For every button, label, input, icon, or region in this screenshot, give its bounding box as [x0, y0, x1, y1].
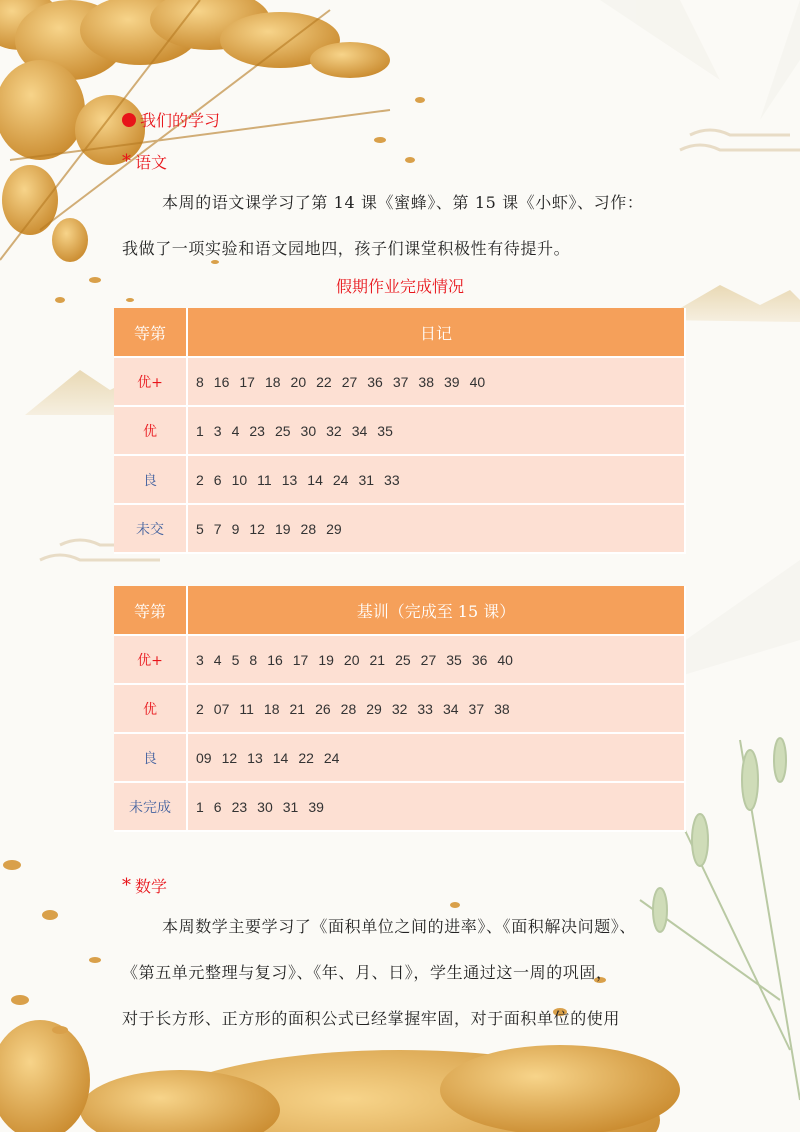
student-number: 5 — [196, 520, 204, 537]
student-numbers — [187, 406, 685, 455]
student-number: 20 — [343, 651, 360, 668]
section-math — [122, 874, 167, 897]
student-number: 22 — [298, 749, 314, 766]
table-row — [114, 455, 685, 504]
student-number: 7 — [213, 520, 222, 537]
student-number: 38 — [418, 373, 434, 390]
table-row — [114, 357, 685, 406]
grade-level: 良 — [114, 733, 187, 782]
table-row — [114, 635, 685, 684]
student-number: 33 — [384, 471, 400, 488]
math-paragraph-line-1: 本周数学主要学习了《面积单位之间的进率》、《面积解决问题》、 — [162, 917, 637, 936]
student-number: 1 — [196, 798, 204, 815]
table-caption: 假期作业完成情况 — [335, 277, 464, 296]
student-number: 39 — [444, 373, 460, 390]
asterisk-icon: * — [122, 875, 131, 896]
student-number: 09 — [196, 749, 212, 766]
student-number: 1 — [196, 422, 204, 439]
student-number: 21 — [289, 700, 306, 717]
student-number: 26 — [315, 700, 331, 717]
diary-table-header-diary: 日记 — [187, 308, 685, 357]
student-number: 28 — [340, 700, 357, 717]
student-number: 22 — [316, 373, 332, 390]
asterisk-icon: * — [122, 151, 131, 172]
red-dot-icon — [122, 113, 136, 127]
student-number: 14 — [307, 471, 323, 488]
student-number: 12 — [249, 520, 265, 537]
student-number: 31 — [282, 798, 299, 815]
student-number: 07 — [213, 700, 230, 717]
student-numbers — [187, 635, 685, 684]
student-number: 16 — [267, 651, 283, 668]
student-number: 17 — [292, 651, 309, 668]
section-our-learning-label: 我们的学习 — [140, 111, 221, 130]
student-number: 39 — [308, 798, 324, 815]
grade-level: 优 — [114, 406, 187, 455]
student-number: 35 — [377, 422, 393, 439]
student-number: 5 — [231, 651, 240, 668]
math-paragraph — [122, 904, 692, 1042]
diary-table — [114, 308, 686, 554]
math-paragraph-line-2: 《第五单元整理与复习》、《年、月、日》，学生通过这一周的巩固， — [122, 963, 613, 982]
student-number: 8 — [196, 373, 204, 390]
student-number: 19 — [274, 520, 291, 537]
student-numbers — [187, 782, 685, 831]
student-numbers — [187, 455, 685, 504]
student-number: 32 — [391, 700, 408, 717]
table-row — [114, 406, 685, 455]
student-number: 27 — [341, 373, 358, 390]
student-number: 37 — [468, 700, 485, 717]
student-number: 34 — [442, 700, 459, 717]
grade-level: 良 — [114, 455, 187, 504]
basic-training-table-header-training: 基训（完成至 15 课） — [187, 586, 685, 635]
student-number: 29 — [326, 520, 342, 537]
basic-training-table — [114, 586, 686, 832]
chinese-paragraph — [122, 180, 692, 272]
student-number: 6 — [213, 471, 222, 488]
section-math-label: 数学 — [135, 877, 168, 896]
section-chinese-label: 语文 — [135, 153, 168, 172]
student-number: 29 — [366, 700, 382, 717]
student-number: 36 — [367, 373, 383, 390]
student-number: 13 — [281, 471, 298, 488]
student-number: 12 — [221, 749, 238, 766]
student-number: 17 — [239, 373, 255, 390]
student-number: 21 — [369, 651, 386, 668]
section-our-learning — [122, 108, 220, 131]
student-numbers — [187, 684, 685, 733]
student-number: 9 — [231, 520, 240, 537]
grade-level: 优+ — [114, 635, 187, 684]
student-number: 2 — [196, 471, 204, 488]
table-row — [114, 684, 685, 733]
student-number: 24 — [323, 749, 340, 766]
student-number: 14 — [272, 749, 289, 766]
student-number: 30 — [300, 422, 317, 439]
student-number: 23 — [249, 422, 265, 439]
student-number: 31 — [358, 471, 375, 488]
table-row — [114, 504, 685, 553]
student-number: 11 — [239, 700, 254, 717]
grade-level: 未交 — [114, 504, 187, 553]
student-number: 25 — [274, 422, 291, 439]
student-number: 40 — [497, 651, 513, 668]
student-number: 18 — [263, 700, 280, 717]
math-paragraph-line-3: 对于长方形、正方形的面积公式已经掌握牢固，对于面积单位的使用 — [122, 1009, 621, 1028]
grade-level: 优+ — [114, 357, 187, 406]
student-number: 37 — [392, 373, 409, 390]
basic-training-table-header-level: 等第 — [114, 586, 187, 635]
student-number: 33 — [417, 700, 433, 717]
student-number: 34 — [351, 422, 368, 439]
student-number: 3 — [213, 422, 222, 439]
student-number: 6 — [213, 798, 222, 815]
student-number: 2 — [196, 700, 204, 717]
student-number: 3 — [196, 651, 204, 668]
student-number: 36 — [471, 651, 488, 668]
student-number: 4 — [213, 651, 222, 668]
student-numbers — [187, 504, 685, 553]
student-number: 13 — [247, 749, 263, 766]
grade-level: 优 — [114, 684, 187, 733]
student-number: 4 — [231, 422, 240, 439]
section-chinese — [122, 150, 167, 173]
student-number: 38 — [494, 700, 510, 717]
student-number: 19 — [318, 651, 334, 668]
student-number: 16 — [213, 373, 230, 390]
student-numbers — [187, 733, 685, 782]
student-number: 8 — [249, 651, 258, 668]
student-number: 35 — [446, 651, 462, 668]
chinese-paragraph-line-1: 本周的语文课学习了第 14 课《蜜蜂》、第 15 课《小虾》、习作： — [162, 193, 644, 212]
student-number: 32 — [326, 422, 342, 439]
student-number: 24 — [332, 471, 349, 488]
student-number: 20 — [290, 373, 307, 390]
student-number: 28 — [300, 520, 317, 537]
chinese-paragraph-line-2: 我做了一项实验和语文园地四，孩子们课堂积极性有待提升。 — [122, 239, 571, 258]
student-number: 18 — [264, 373, 281, 390]
student-number: 25 — [395, 651, 411, 668]
grade-level: 未完成 — [114, 782, 187, 831]
student-number: 30 — [257, 798, 273, 815]
student-number: 10 — [231, 471, 248, 488]
student-number: 27 — [420, 651, 437, 668]
diary-table-header-level: 等第 — [114, 308, 187, 357]
student-numbers — [187, 357, 685, 406]
student-number: 40 — [469, 373, 486, 390]
table-row — [114, 782, 685, 831]
student-number: 23 — [231, 798, 248, 815]
table-row — [114, 733, 685, 782]
student-number: 11 — [257, 471, 272, 488]
